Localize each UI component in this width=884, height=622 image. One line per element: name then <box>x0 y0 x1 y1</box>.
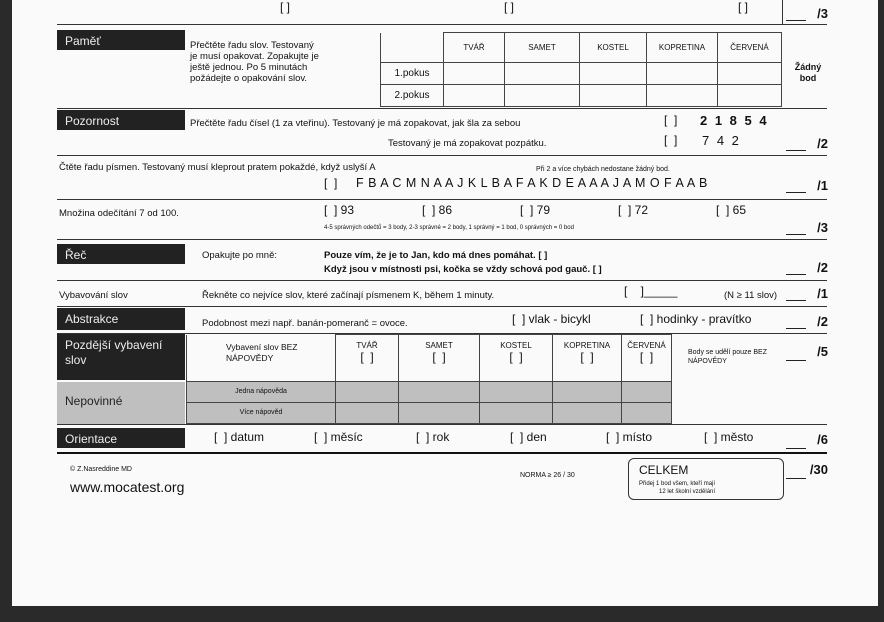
orientace-title: Orientace <box>57 428 185 448</box>
rec-sentence-2[interactable]: Když jsou v místnosti psi, kočka se vždy schová pod gauč. [ ] <box>324 264 602 275</box>
serial-2[interactable]: [ ] 86 <box>422 203 453 217</box>
pamet-instr-2: je musí opakovat. Zopakujte je <box>190 51 319 62</box>
divider <box>57 24 827 25</box>
digits-back-instr: Testovaný je má zopakovat pozpátku. <box>388 138 547 149</box>
col-tvar: TVÁŘ <box>444 33 505 63</box>
digits-score: /2 <box>817 136 828 151</box>
recall-col-cervena[interactable]: ČERVENÁ [ ] <box>622 335 672 382</box>
pozornost-title: Pozornost <box>57 110 185 130</box>
serial-5[interactable]: [ ] 65 <box>716 203 747 217</box>
recall-score: /5 <box>817 344 828 359</box>
top-score: /3 <box>817 6 828 21</box>
orient-rok[interactable]: [ ] rok <box>416 430 450 444</box>
cell[interactable] <box>647 63 718 85</box>
orient-misto[interactable]: [ ] místo <box>606 430 653 444</box>
fluency-label: Vybavování slov <box>59 290 128 301</box>
cell[interactable] <box>580 63 647 85</box>
recall-note: Body se udělí pouze BEZ NÁPOVĚDY <box>688 349 767 365</box>
cell[interactable] <box>718 85 782 107</box>
fluency-crit: (N ≥ 11 slov) <box>724 290 778 301</box>
divider <box>782 0 783 24</box>
recall-sub: Vybavení slov BEZ NÁPOVĚDY <box>226 342 298 363</box>
cell[interactable] <box>505 63 580 85</box>
total-note-1: Přidej 1 bod všem, kteří mají <box>639 481 716 487</box>
recall-col-samet[interactable]: SAMET [ ] <box>399 335 480 382</box>
orient-den[interactable]: [ ] den <box>510 430 547 444</box>
score-line <box>786 448 806 449</box>
total-label: CELKEM <box>639 463 689 477</box>
abstrakce-item-1[interactable]: [ ] vlak - bicykl <box>512 312 591 326</box>
cell[interactable] <box>647 85 718 107</box>
pamet-instr-1: Přečtěte řadu slov. Testovaný <box>190 40 314 51</box>
letters-instr: Čtěte řadu písmen. Testovaný musí kleprout pratem pokaždé, když uslyší A <box>59 162 376 173</box>
orient-mesto[interactable]: [ ] město <box>704 430 754 444</box>
moca-form-page <box>12 0 878 606</box>
letters-score: /1 <box>817 178 828 193</box>
serial-score: /3 <box>817 220 828 235</box>
copyright: © Z.Nasreddine MD <box>70 466 132 473</box>
serial-3[interactable]: [ ] 79 <box>520 203 551 217</box>
col-kostel: KOSTEL <box>580 33 647 63</box>
pamet-title: Paměť <box>57 30 185 50</box>
score-line <box>786 478 806 479</box>
abstrakce-score: /2 <box>817 314 828 329</box>
orient-mesic[interactable]: [ ] měsíc <box>314 430 363 444</box>
trial-2: 2.pokus <box>381 85 444 107</box>
cell[interactable] <box>580 85 647 107</box>
serial-instr: Množina odečítání 7 od 100. <box>59 208 179 219</box>
pamet-instr-4: požádejte o opakování slov. <box>190 73 308 84</box>
trial-1: 1.pokus <box>381 63 444 85</box>
digits-fwd-bracket[interactable]: [ ] <box>664 113 678 127</box>
letters-bracket[interactable]: [ ] <box>324 176 338 190</box>
divider <box>57 155 827 156</box>
orient-datum[interactable]: [ ] datum <box>214 430 265 444</box>
divider <box>57 199 827 200</box>
digits-fwd: 2 1 8 5 4 <box>700 113 769 128</box>
serial-1[interactable]: [ ] 93 <box>324 203 355 217</box>
rec-sentence-1[interactable]: Pouze vím, že je to Jan, kdo má dnes pomáhat. [ ] <box>324 250 548 261</box>
pamet-grid <box>380 32 782 107</box>
hint-1: Jedna nápověda <box>187 381 336 402</box>
abstrakce-title: Abstrakce <box>57 308 185 330</box>
pamet-no-points: Žádný bod <box>794 62 822 83</box>
fluency-instr: Řekněte co nejvíce slov, které začínají písmenem K, během 1 minuty. <box>202 290 495 301</box>
recall-optional: Nepovinné <box>57 382 185 424</box>
letters-sequence: F B A C M N A A J K L B A F A K D E A A A J A M O F A A B <box>356 176 708 190</box>
col-kopretina: KOPRETINA <box>647 33 718 63</box>
divider <box>57 239 827 240</box>
cell[interactable] <box>505 85 580 107</box>
rec-score: /2 <box>817 260 828 275</box>
recall-col-kopretina[interactable]: KOPRETINA [ ] <box>553 335 622 382</box>
top-bracket-1[interactable]: [ ] <box>280 0 291 14</box>
cell[interactable] <box>444 85 505 107</box>
letters-note: Při 2 a více chybách nedostane žádný bod. <box>536 166 670 173</box>
col-cervena: ČERVENÁ <box>718 33 782 63</box>
orientace-score: /6 <box>817 432 828 447</box>
divider <box>57 280 827 281</box>
total-note-2: 12 let školní vzdělání <box>659 489 716 495</box>
total-box <box>628 458 784 500</box>
serial-4[interactable]: [ ] 72 <box>618 203 649 217</box>
recall-title: Pozdější vybavení slov <box>57 334 185 380</box>
divider <box>57 452 827 454</box>
fluency-bracket[interactable]: [ ]_____ <box>624 284 678 298</box>
moca-url[interactable]: www.mocatest.org <box>70 479 185 495</box>
score-line <box>786 360 806 361</box>
total-score: /30 <box>809 462 828 477</box>
top-bracket-2[interactable]: [ ] <box>504 0 515 14</box>
norma: NORMA ≥ 26 / 30 <box>520 472 575 479</box>
digits-back: 7 4 2 <box>702 133 741 148</box>
col-samet: SAMET <box>505 33 580 63</box>
recall-grid <box>186 334 672 424</box>
recall-col-kostel[interactable]: KOSTEL [ ] <box>480 335 553 382</box>
divider <box>57 108 827 109</box>
serial-note: 4-5 správných odečtů = 3 body, 2-3 správné = 2 body, 1 správný = 1 bod, 0 správných = 0 bod <box>324 225 574 231</box>
abstrakce-item-2[interactable]: [ ] hodinky - pravítko <box>640 312 752 326</box>
cell[interactable] <box>718 63 782 85</box>
top-bracket-3[interactable]: [ ] <box>738 0 749 14</box>
recall-col-tvar[interactable]: TVÁŘ [ ] <box>336 335 399 382</box>
rec-title: Řeč <box>57 244 185 264</box>
rec-instr: Opakujte po mně: <box>202 250 277 261</box>
abstrakce-instr: Podobnost mezi např. banán-pomeranč = ovoce. <box>202 318 408 329</box>
digits-back-bracket[interactable]: [ ] <box>664 133 678 147</box>
divider <box>57 424 827 425</box>
fluency-score: /1 <box>817 286 828 301</box>
digits-instr: Přečtěte řadu čísel (1 za vteřinu). Testovaný je má zopakovat, jak šla za sebou <box>190 118 521 129</box>
pamet-instr-3: ještě jednou. Po 5 minutách <box>190 62 308 73</box>
divider <box>57 306 827 307</box>
cell[interactable] <box>444 63 505 85</box>
hint-2: Více nápověd <box>187 402 336 423</box>
